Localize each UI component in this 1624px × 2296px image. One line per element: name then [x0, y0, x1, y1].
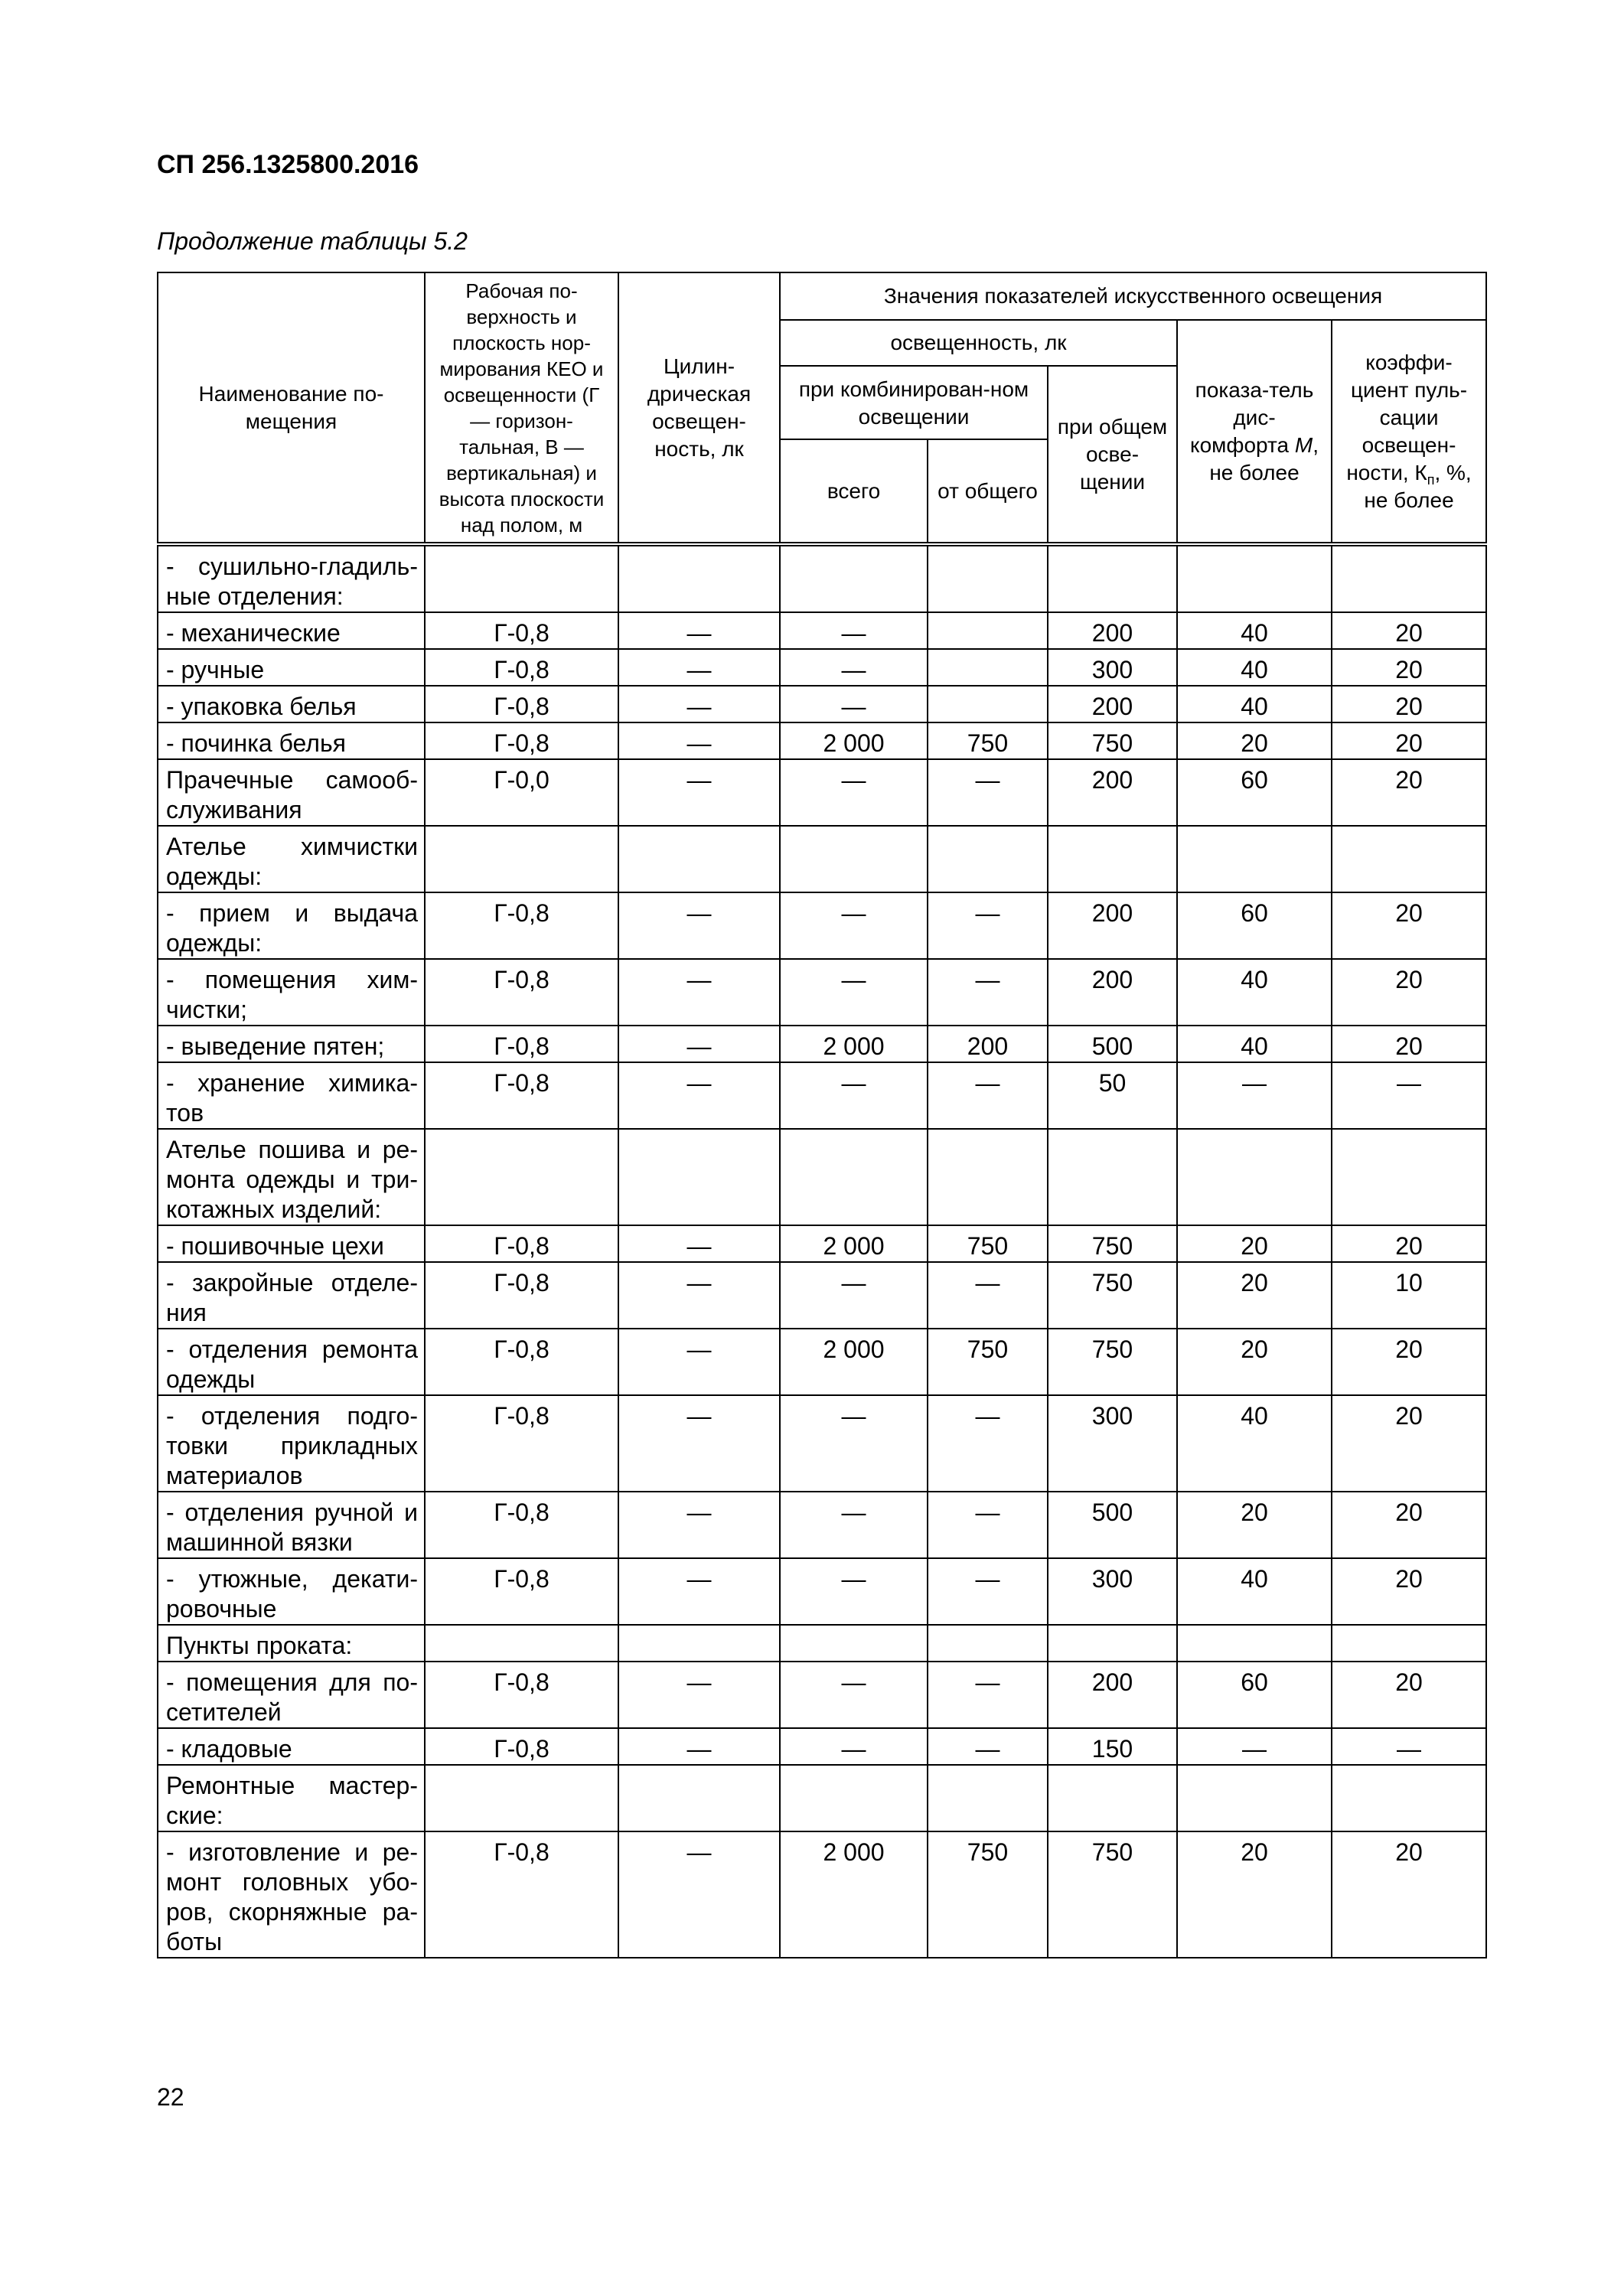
work-surface-cell — [425, 826, 618, 892]
combined-from-general-cell: — — [928, 1662, 1048, 1728]
combined-total-cell: 2 000 — [780, 1225, 928, 1262]
cylindrical-illuminance-cell: — — [618, 1662, 780, 1728]
work-surface-cell: Г-0,8 — [425, 892, 618, 959]
combined-total-cell: — — [780, 959, 928, 1026]
discomfort-suffix: , не более — [1209, 432, 1319, 484]
combined-from-general-cell: 750 — [928, 1831, 1048, 1958]
room-name-cell: Пункты проката: — [158, 1625, 425, 1662]
general-lighting-cell: 200 — [1048, 1662, 1177, 1728]
discomfort-index-cell: 40 — [1177, 1395, 1332, 1492]
cylindrical-illuminance-cell: — — [618, 649, 780, 686]
work-surface-cell: Г-0,8 — [425, 1558, 618, 1625]
work-surface-cell: Г-0,8 — [425, 1831, 618, 1958]
work-surface-cell — [425, 1625, 618, 1662]
table-row — [158, 1492, 1486, 1558]
general-lighting-cell: 200 — [1048, 892, 1177, 959]
room-name-cell: - отделения подго-товки прикладных материалов — [158, 1395, 425, 1492]
room-name-cell: Ремонтные мастер-ские: — [158, 1765, 425, 1831]
cylindrical-illuminance-cell: — — [618, 1062, 780, 1129]
pulsation-coefficient-cell — [1332, 1129, 1486, 1225]
room-name-cell: Прачечные самооб-служивания — [158, 759, 425, 826]
lighting-norms-table — [157, 272, 1487, 1958]
general-lighting-cell: 200 — [1048, 686, 1177, 722]
pulsation-coefficient-cell: 20 — [1332, 959, 1486, 1026]
room-name-cell: - пошивочные цехи — [158, 1225, 425, 1262]
header-combined-from-general: от общего — [928, 439, 1048, 544]
room-name-cell: Ателье химчистки одежды: — [158, 826, 425, 892]
room-name-cell: - кладовые — [158, 1728, 425, 1765]
cylindrical-illuminance-cell: — — [618, 1728, 780, 1765]
room-name-cell: - хранение химика-тов — [158, 1062, 425, 1129]
general-lighting-cell — [1048, 1625, 1177, 1662]
table-row — [158, 686, 1486, 722]
discomfort-index-cell: 40 — [1177, 686, 1332, 722]
table-row — [158, 1062, 1486, 1129]
combined-from-general-cell — [928, 649, 1048, 686]
combined-total-cell — [780, 1765, 928, 1831]
work-surface-cell: Г-0,8 — [425, 612, 618, 649]
combined-total-cell — [780, 1129, 928, 1225]
combined-total-cell — [780, 826, 928, 892]
room-name-cell: - помещения хим-чистки; — [158, 959, 425, 1026]
table-row — [158, 544, 1486, 612]
pulsation-coefficient-cell: 20 — [1332, 1558, 1486, 1625]
work-surface-cell: Г-0,8 — [425, 1026, 618, 1062]
header-discomfort-index — [1177, 320, 1332, 544]
room-name-cell: - ручные — [158, 649, 425, 686]
pulsation-coefficient-cell: — — [1332, 1062, 1486, 1129]
room-name-cell: - починка белья — [158, 722, 425, 759]
combined-from-general-cell: — — [928, 1728, 1048, 1765]
combined-from-general-cell: — — [928, 759, 1048, 826]
pulsation-subscript: п — [1427, 471, 1435, 488]
cylindrical-illuminance-cell: — — [618, 1262, 780, 1329]
table-row — [158, 1129, 1486, 1225]
header-artificial-lighting-values: Значения показателей искусственного освещения — [780, 272, 1486, 320]
combined-total-cell: — — [780, 759, 928, 826]
pulsation-coefficient-cell: 20 — [1332, 1492, 1486, 1558]
cylindrical-illuminance-cell: — — [618, 722, 780, 759]
general-lighting-cell: 750 — [1048, 1262, 1177, 1329]
combined-from-general-cell: — — [928, 1062, 1048, 1129]
table-row — [158, 649, 1486, 686]
cylindrical-illuminance-cell: — — [618, 1225, 780, 1262]
table-row — [158, 1329, 1486, 1395]
table-row — [158, 1728, 1486, 1765]
combined-total-cell: 2 000 — [780, 1026, 928, 1062]
combined-total-cell: — — [780, 1492, 928, 1558]
table-row — [158, 1662, 1486, 1728]
room-name-cell: - прием и выдача одежды: — [158, 892, 425, 959]
combined-from-general-cell — [928, 1625, 1048, 1662]
discomfort-index-cell: 20 — [1177, 1262, 1332, 1329]
pulsation-coefficient-cell: 20 — [1332, 649, 1486, 686]
general-lighting-cell: 750 — [1048, 1329, 1177, 1395]
work-surface-cell: Г-0,0 — [425, 759, 618, 826]
pulsation-coefficient-cell: 20 — [1332, 1026, 1486, 1062]
discomfort-index-cell: 40 — [1177, 1026, 1332, 1062]
discomfort-index-cell — [1177, 1765, 1332, 1831]
header-room-name: Наименование по-мещения — [158, 272, 425, 544]
combined-total-cell — [780, 544, 928, 612]
pulsation-coefficient-cell: 20 — [1332, 892, 1486, 959]
combined-from-general-cell: — — [928, 1262, 1048, 1329]
room-name-cell: - изготовление и ре-монт головных убо-ров, скорняжные ра-боты — [158, 1831, 425, 1958]
discomfort-index-cell — [1177, 1625, 1332, 1662]
general-lighting-cell: 500 — [1048, 1492, 1177, 1558]
work-surface-cell: Г-0,8 — [425, 1395, 618, 1492]
pulsation-coefficient-cell: 20 — [1332, 1329, 1486, 1395]
combined-from-general-cell: 750 — [928, 1225, 1048, 1262]
header-illuminance: освещенность, лк — [780, 320, 1177, 366]
work-surface-cell: Г-0,8 — [425, 1062, 618, 1129]
work-surface-cell: Г-0,8 — [425, 1728, 618, 1765]
general-lighting-cell: 200 — [1048, 959, 1177, 1026]
pulsation-suffix: , %, не более — [1364, 460, 1472, 512]
room-name-cell: - отделения ремонта одежды — [158, 1329, 425, 1395]
general-lighting-cell: 200 — [1048, 612, 1177, 649]
combined-total-cell: — — [780, 1728, 928, 1765]
combined-from-general-cell: 200 — [928, 1026, 1048, 1062]
combined-total-cell: — — [780, 1662, 928, 1728]
work-surface-cell: Г-0,8 — [425, 722, 618, 759]
pulsation-coefficient-cell: 20 — [1332, 722, 1486, 759]
cylindrical-illuminance-cell: — — [618, 959, 780, 1026]
pulsation-coefficient-cell — [1332, 1765, 1486, 1831]
page-number: 22 — [157, 2083, 184, 2111]
combined-from-general-cell: 750 — [928, 722, 1048, 759]
table-row — [158, 1225, 1486, 1262]
work-surface-cell: Г-0,8 — [425, 1225, 618, 1262]
pulsation-coefficient-cell — [1332, 826, 1486, 892]
work-surface-cell — [425, 1129, 618, 1225]
work-surface-cell — [425, 544, 618, 612]
combined-from-general-cell: — — [928, 959, 1048, 1026]
room-name-cell: - механические — [158, 612, 425, 649]
room-name-cell: - закройные отделе-ния — [158, 1262, 425, 1329]
discomfort-label: показа-тель дис-комфорта — [1190, 377, 1314, 457]
general-lighting-cell: 50 — [1048, 1062, 1177, 1129]
combined-from-general-cell: — — [928, 1492, 1048, 1558]
pulsation-coefficient-cell: 20 — [1332, 1662, 1486, 1728]
room-name-cell: Ателье пошива и ре-монта одежды и три-котажных изделий: — [158, 1129, 425, 1225]
cylindrical-illuminance-cell: — — [618, 759, 780, 826]
discomfort-index-cell: 20 — [1177, 722, 1332, 759]
combined-total-cell — [780, 1625, 928, 1662]
combined-from-general-cell — [928, 686, 1048, 722]
table-row — [158, 1625, 1486, 1662]
discomfort-index-cell: 40 — [1177, 1558, 1332, 1625]
header-pulsation-coefficient — [1332, 320, 1486, 544]
combined-from-general-cell — [928, 612, 1048, 649]
combined-from-general-cell — [928, 1129, 1048, 1225]
pulsation-coefficient-cell: 20 — [1332, 686, 1486, 722]
cylindrical-illuminance-cell: — — [618, 892, 780, 959]
table-continuation-label: Продолжение таблицы 5.2 — [157, 227, 468, 255]
cylindrical-illuminance-cell: — — [618, 1026, 780, 1062]
general-lighting-cell: 150 — [1048, 1728, 1177, 1765]
cylindrical-illuminance-cell — [618, 1129, 780, 1225]
discomfort-index-cell: 60 — [1177, 759, 1332, 826]
combined-from-general-cell: 750 — [928, 1329, 1048, 1395]
combined-from-general-cell — [928, 544, 1048, 612]
cylindrical-illuminance-cell — [618, 1765, 780, 1831]
combined-total-cell: 2 000 — [780, 1831, 928, 1958]
general-lighting-cell: 300 — [1048, 1558, 1177, 1625]
discomfort-index-cell: 20 — [1177, 1225, 1332, 1262]
pulsation-coefficient-cell — [1332, 544, 1486, 612]
work-surface-cell: Г-0,8 — [425, 959, 618, 1026]
table-row — [158, 826, 1486, 892]
header-general-lighting: при общем осве-щении — [1048, 366, 1177, 544]
work-surface-cell: Г-0,8 — [425, 686, 618, 722]
document-code: СП 256.1325800.2016 — [157, 150, 419, 179]
work-surface-cell — [425, 1765, 618, 1831]
general-lighting-cell — [1048, 1765, 1177, 1831]
room-name-cell: - сушильно-гладиль-ные отделения: — [158, 544, 425, 612]
pulsation-symbol: К — [1414, 460, 1427, 484]
pulsation-coefficient-cell: 20 — [1332, 612, 1486, 649]
discomfort-index-cell — [1177, 544, 1332, 612]
cylindrical-illuminance-cell: — — [618, 1558, 780, 1625]
room-name-cell: - упаковка белья — [158, 686, 425, 722]
combined-from-general-cell: — — [928, 892, 1048, 959]
combined-total-cell: — — [780, 892, 928, 959]
discomfort-index-cell: — — [1177, 1062, 1332, 1129]
general-lighting-cell: 750 — [1048, 722, 1177, 759]
table-row — [158, 1558, 1486, 1625]
table-row — [158, 1262, 1486, 1329]
general-lighting-cell: 300 — [1048, 1395, 1177, 1492]
combined-total-cell: — — [780, 649, 928, 686]
cylindrical-illuminance-cell: — — [618, 1492, 780, 1558]
general-lighting-cell: 500 — [1048, 1026, 1177, 1062]
general-lighting-cell: 200 — [1048, 759, 1177, 826]
table-row — [158, 722, 1486, 759]
discomfort-index-cell: 40 — [1177, 959, 1332, 1026]
pulsation-label: коэффи-циент пуль-сации освещен-ности, — [1346, 350, 1468, 484]
combined-from-general-cell: — — [928, 1395, 1048, 1492]
combined-total-cell: 2 000 — [780, 722, 928, 759]
table-row — [158, 892, 1486, 959]
work-surface-cell: Г-0,8 — [425, 1492, 618, 1558]
header-combined-lighting: при комбинирован-ном освещении — [780, 366, 1048, 439]
room-name-cell: - помещения для по-сетителей — [158, 1662, 425, 1728]
combined-total-cell: — — [780, 1395, 928, 1492]
discomfort-index-cell: 60 — [1177, 892, 1332, 959]
room-name-cell: - отделения ручной и машинной вязки — [158, 1492, 425, 1558]
general-lighting-cell — [1048, 1129, 1177, 1225]
general-lighting-cell: 300 — [1048, 649, 1177, 686]
discomfort-index-cell: 20 — [1177, 1329, 1332, 1395]
cylindrical-illuminance-cell — [618, 1625, 780, 1662]
discomfort-index-cell: 40 — [1177, 612, 1332, 649]
room-name-cell: - выведение пятен; — [158, 1026, 425, 1062]
work-surface-cell: Г-0,8 — [425, 1662, 618, 1728]
discomfort-index-cell: 60 — [1177, 1662, 1332, 1728]
cylindrical-illuminance-cell: — — [618, 1831, 780, 1958]
cylindrical-illuminance-cell: — — [618, 1395, 780, 1492]
discomfort-symbol: M — [1294, 432, 1313, 457]
general-lighting-cell: 750 — [1048, 1831, 1177, 1958]
table-row — [158, 1831, 1486, 1958]
cylindrical-illuminance-cell — [618, 544, 780, 612]
cylindrical-illuminance-cell — [618, 826, 780, 892]
table-row — [158, 759, 1486, 826]
combined-total-cell: — — [780, 1262, 928, 1329]
combined-total-cell: — — [780, 1062, 928, 1129]
header-combined-total: всего — [780, 439, 928, 544]
general-lighting-cell — [1048, 826, 1177, 892]
work-surface-cell: Г-0,8 — [425, 1329, 618, 1395]
pulsation-coefficient-cell: — — [1332, 1728, 1486, 1765]
discomfort-index-cell: 20 — [1177, 1831, 1332, 1958]
table-row — [158, 1765, 1486, 1831]
discomfort-index-cell: — — [1177, 1728, 1332, 1765]
combined-from-general-cell — [928, 1765, 1048, 1831]
pulsation-coefficient-cell: 20 — [1332, 1395, 1486, 1492]
combined-from-general-cell: — — [928, 1558, 1048, 1625]
table-row — [158, 1026, 1486, 1062]
cylindrical-illuminance-cell: — — [618, 686, 780, 722]
pulsation-coefficient-cell — [1332, 1625, 1486, 1662]
pulsation-coefficient-cell: 10 — [1332, 1262, 1486, 1329]
work-surface-cell: Г-0,8 — [425, 1262, 618, 1329]
discomfort-index-cell: 40 — [1177, 649, 1332, 686]
table-row — [158, 959, 1486, 1026]
combined-total-cell: 2 000 — [780, 1329, 928, 1395]
room-name-cell: - утюжные, декати-ровочные — [158, 1558, 425, 1625]
work-surface-cell: Г-0,8 — [425, 649, 618, 686]
table-row — [158, 612, 1486, 649]
combined-from-general-cell — [928, 826, 1048, 892]
discomfort-index-cell — [1177, 1129, 1332, 1225]
cylindrical-illuminance-cell: — — [618, 1329, 780, 1395]
combined-total-cell: — — [780, 1558, 928, 1625]
header-work-surface: Рабочая по-верхность и плоскость нор-мирования КЕО и освещенности (Г — горизон-тальная, В — вертикальная) и высота плоскости над полом, м — [425, 272, 618, 544]
general-lighting-cell: 750 — [1048, 1225, 1177, 1262]
pulsation-coefficient-cell: 20 — [1332, 1831, 1486, 1958]
cylindrical-illuminance-cell: — — [618, 612, 780, 649]
general-lighting-cell — [1048, 544, 1177, 612]
pulsation-coefficient-cell: 20 — [1332, 759, 1486, 826]
combined-total-cell: — — [780, 612, 928, 649]
pulsation-coefficient-cell: 20 — [1332, 1225, 1486, 1262]
combined-total-cell: — — [780, 686, 928, 722]
header-cylindrical-illuminance: Цилин-дрическая освещен-ность, лк — [618, 272, 780, 544]
table-row — [158, 1395, 1486, 1492]
discomfort-index-cell: 20 — [1177, 1492, 1332, 1558]
discomfort-index-cell — [1177, 826, 1332, 892]
